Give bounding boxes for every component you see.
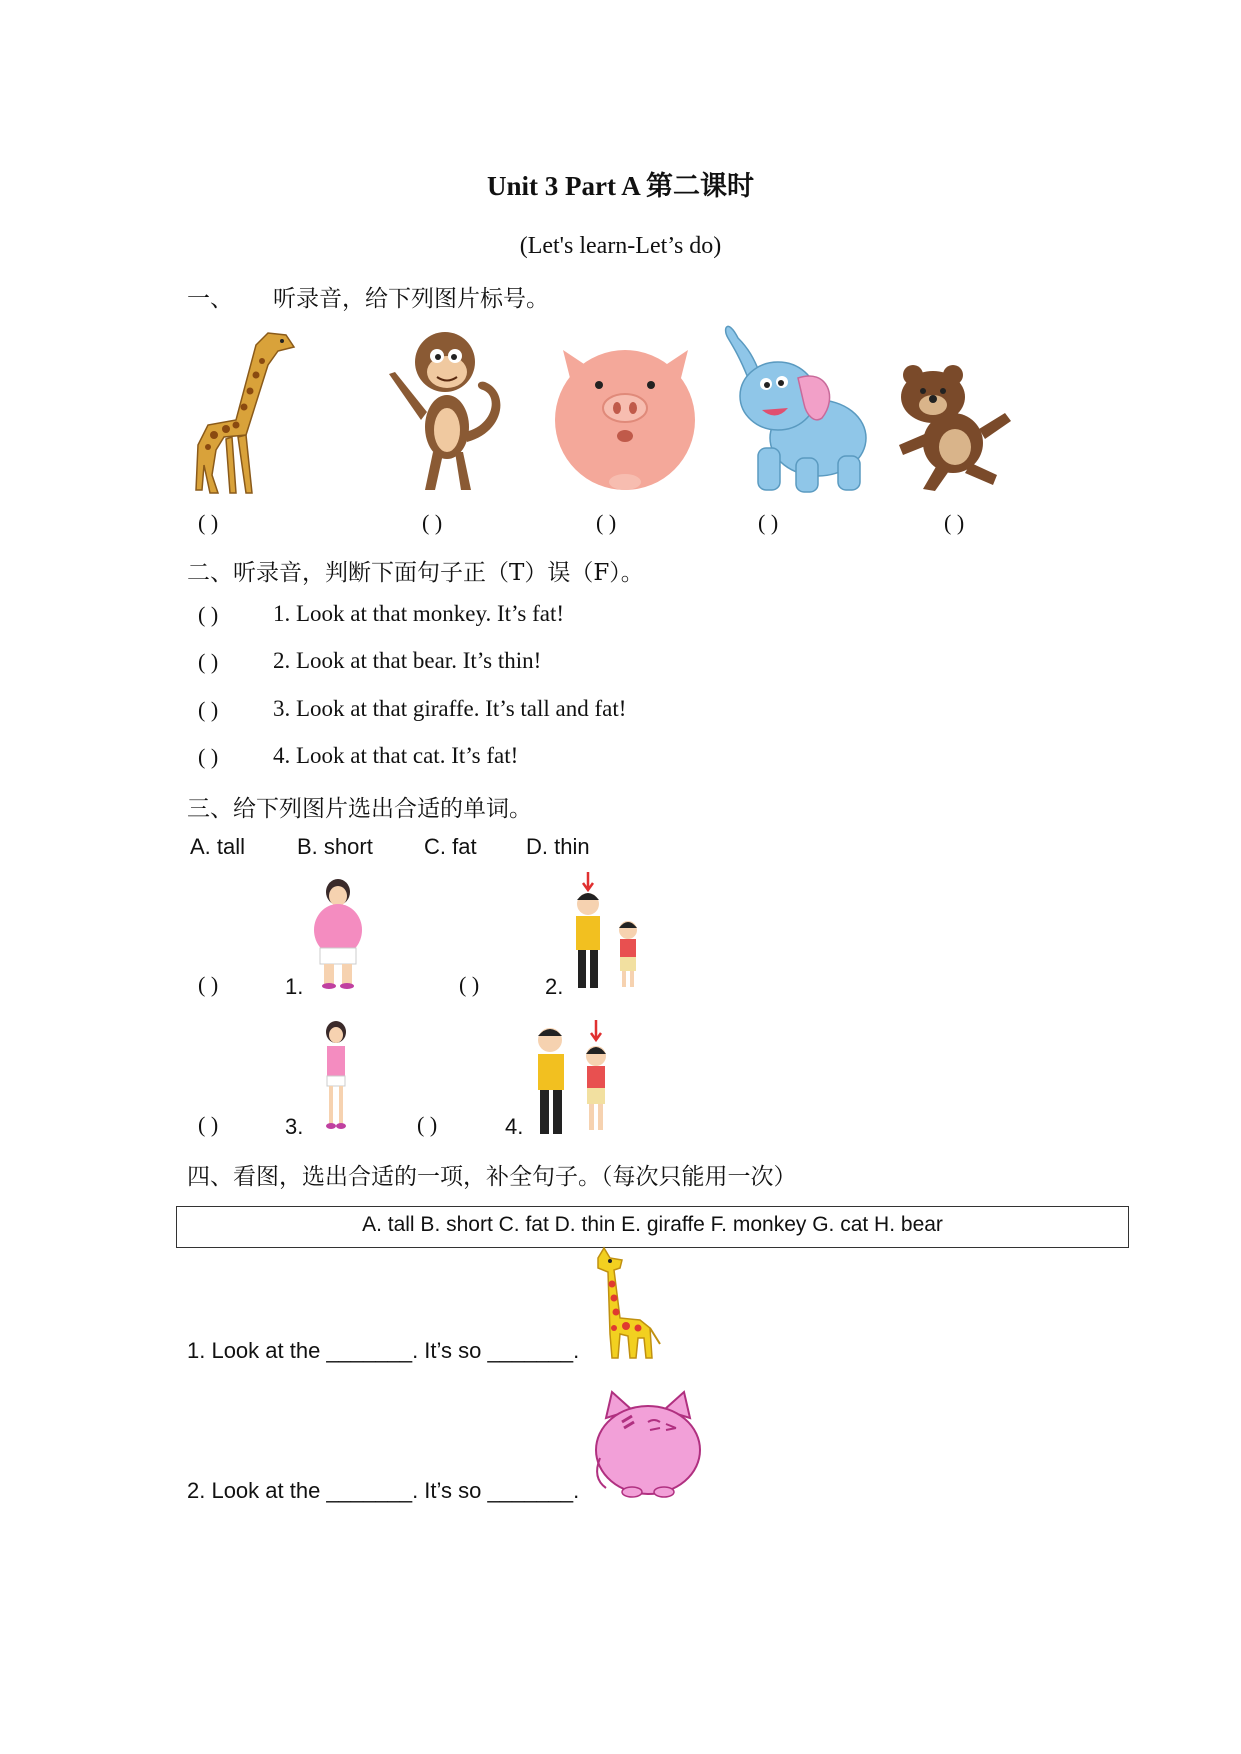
elephant-picture — [718, 318, 868, 495]
section1-blank-4[interactable]: ( ) — [758, 510, 779, 535]
section3-blank-1[interactable]: ( ) — [198, 972, 219, 997]
section4-item-2: 2. Look at the _______. It’s so _______. — [187, 1478, 580, 1503]
section1-instruction: 听录音，给下列图片标号。 — [273, 286, 549, 312]
section3-item-2: 2. — [545, 974, 564, 999]
monkey-picture — [385, 322, 520, 494]
section3-item-1: 1. — [285, 974, 304, 999]
section3-blank-2[interactable]: ( ) — [459, 972, 480, 997]
section2-heading: 二、听录音，判断下面句子正（T）误（F）。 — [187, 560, 644, 586]
fat-woman-picture — [310, 878, 366, 990]
tall-man-short-girl-picture — [568, 872, 644, 992]
section3-option-c: C. fat — [424, 834, 477, 859]
thin-girl-picture — [318, 1020, 354, 1132]
section2-item-4: 4. Look at that cat. It’s fat! — [273, 743, 519, 768]
section2-blank-4[interactable]: ( ) — [198, 744, 219, 769]
section3-item-4: 4. — [505, 1114, 524, 1139]
section4-item-1: 1. Look at the _______. It’s so _______. — [187, 1338, 580, 1363]
pig-picture — [553, 340, 698, 495]
section4-word-bank: A. tall B. short C. fat D. thin E. giraffe F. monkey G. cat H. bear — [176, 1206, 1129, 1248]
section2-item-3: 3. Look at that giraffe. It’s tall and fat! — [273, 696, 627, 721]
section1-blank-3[interactable]: ( ) — [596, 510, 617, 535]
section3-option-b: B. short — [297, 834, 373, 859]
section3-item-3: 3. — [285, 1114, 304, 1139]
section4-heading: 四、看图，选出合适的一项，补全句子。（每次只能用一次） — [187, 1164, 797, 1190]
section2-item-1: 1. Look at that monkey. It’s fat! — [273, 601, 565, 626]
section3-blank-3[interactable]: ( ) — [198, 1112, 219, 1137]
section3-option-a: A. tall — [190, 834, 246, 859]
section2-item-2: 2. Look at that bear. It’s thin! — [273, 648, 542, 673]
section1-number: 一、 — [187, 286, 233, 312]
section3-heading: 三、给下列图片选出合适的单词。 — [187, 796, 532, 822]
page-subtitle: (Let's learn-Let’s do) — [519, 233, 722, 259]
section3-blank-4[interactable]: ( ) — [417, 1112, 438, 1137]
section1-blank-1[interactable]: ( ) — [198, 510, 219, 535]
section2-blank-1[interactable]: ( ) — [198, 602, 219, 627]
section2-blank-3[interactable]: ( ) — [198, 697, 219, 722]
page-title: Unit 3 Part A 第二课时 — [487, 171, 754, 201]
giraffe-picture — [186, 325, 311, 495]
bear-picture — [893, 363, 1015, 493]
man-short-girl-picture — [528, 1020, 614, 1138]
cartoon-giraffe-picture — [590, 1248, 670, 1360]
section2-blank-2[interactable]: ( ) — [198, 649, 219, 674]
section3-option-d: D. thin — [526, 834, 590, 859]
section1-blank-2[interactable]: ( ) — [422, 510, 443, 535]
section1-blank-5[interactable]: ( ) — [944, 510, 965, 535]
cartoon-cat-picture — [592, 1388, 704, 1498]
